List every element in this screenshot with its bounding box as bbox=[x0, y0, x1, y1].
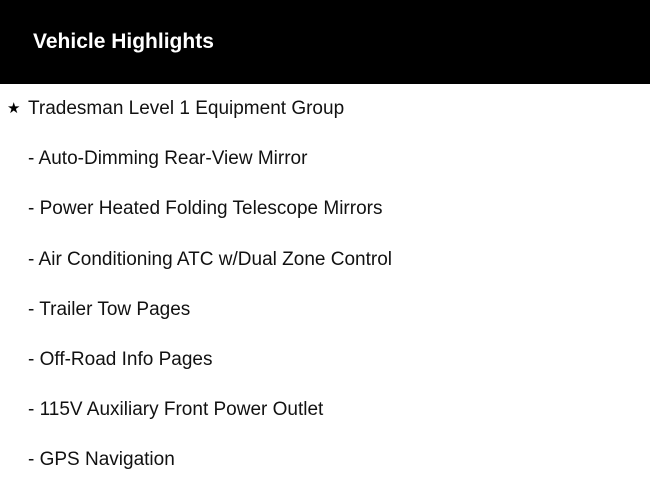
list-item bbox=[0, 397, 650, 447]
list-item-text: Tradesman Level 1 Equipment Group bbox=[28, 98, 345, 119]
list-item bbox=[0, 297, 650, 347]
page-title: Vehicle Highlights bbox=[33, 30, 214, 53]
list-item bbox=[0, 146, 650, 196]
header-bar bbox=[0, 0, 650, 84]
list-item-text: - 115V Auxiliary Front Power Outlet bbox=[28, 399, 324, 421]
list-item-text: - Off-Road Info Pages bbox=[28, 348, 213, 370]
list-item-text: - Power Heated Folding Telescope Mirrors bbox=[28, 198, 383, 220]
list-item-text: - Trailer Tow Pages bbox=[28, 298, 191, 320]
list-item bbox=[0, 447, 650, 497]
list-item-text: - Air Conditioning ATC w/Dual Zone Control bbox=[28, 248, 392, 270]
list-item-text: - Auto-Dimming Rear-View Mirror bbox=[28, 148, 308, 170]
list-item-text: - GPS Navigation bbox=[28, 449, 175, 471]
list-item bbox=[0, 247, 650, 297]
list-item bbox=[0, 96, 650, 146]
highlights-list bbox=[0, 96, 650, 498]
list-item bbox=[0, 347, 650, 397]
list-item bbox=[0, 196, 650, 246]
star-icon: ★ bbox=[7, 100, 21, 117]
